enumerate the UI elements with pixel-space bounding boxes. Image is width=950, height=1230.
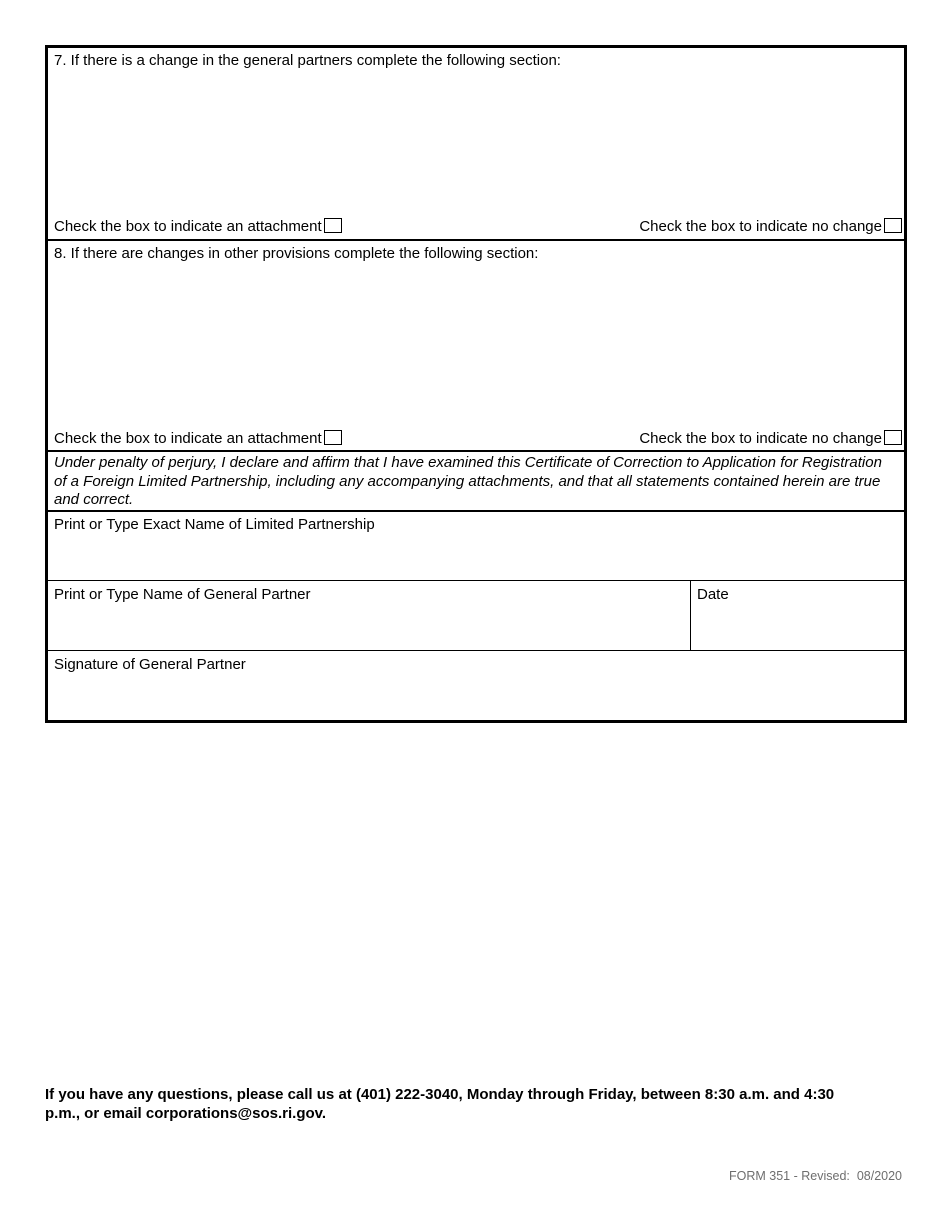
correction-form xyxy=(45,45,907,723)
date-label: Date xyxy=(697,586,729,603)
divider xyxy=(48,510,904,512)
perjury-declaration: Under penalty of perjury, I declare and affirm that I have examined this Certificate of Correction to Application for Registration of a Foreign Limited Partnership, including any accompanying attachments, and that all statements contained herein are true and correct. xyxy=(54,454,882,508)
section-8-attachment xyxy=(54,430,342,448)
divider xyxy=(48,580,904,581)
section-7-check-row xyxy=(48,216,904,238)
section-8-text-area[interactable] xyxy=(48,264,904,428)
signature-label: Signature of General Partner xyxy=(54,656,246,673)
section-8-check-row xyxy=(48,428,904,450)
section-8-no-change-checkbox[interactable] xyxy=(884,430,902,445)
section-8-heading: 8. If there are changes in other provisions complete the following section: xyxy=(54,245,539,262)
divider xyxy=(48,450,904,452)
section-7-no-change-label: Check the box to indicate no change xyxy=(639,218,882,235)
divider xyxy=(48,650,904,651)
general-partner-name-input[interactable] xyxy=(48,604,690,650)
divider xyxy=(48,239,904,241)
section-7-attachment-label: Check the box to indicate an attachment xyxy=(54,218,322,235)
partnership-name-input[interactable] xyxy=(48,534,904,580)
contact-note: If you have any questions, please call us at (401) 222-3040, Monday through Friday, between 8:30 a.m. and 4:30 p.m., or email corporations@sos.ri.gov. xyxy=(45,1086,835,1122)
general-partner-name-label: Print or Type Name of General Partner xyxy=(54,586,311,603)
section-7-no-change xyxy=(639,218,902,236)
section-8-attachment-checkbox[interactable] xyxy=(324,430,342,445)
section-7-attachment xyxy=(54,218,342,236)
form-id: FORM 351 - Revised: 08/2020 xyxy=(729,1169,902,1183)
section-8-no-change xyxy=(639,430,902,448)
signature-input[interactable] xyxy=(48,674,904,720)
section-7-no-change-checkbox[interactable] xyxy=(884,218,902,233)
section-7-attachment-checkbox[interactable] xyxy=(324,218,342,233)
date-input[interactable] xyxy=(691,604,904,650)
section-8-no-change-label: Check the box to indicate no change xyxy=(639,430,882,447)
section-7-heading: 7. If there is a change in the general partners complete the following section: xyxy=(54,52,561,69)
section-7-text-area[interactable] xyxy=(48,70,904,216)
section-8-attachment-label: Check the box to indicate an attachment xyxy=(54,430,322,447)
partnership-name-label: Print or Type Exact Name of Limited Partnership xyxy=(54,516,375,533)
